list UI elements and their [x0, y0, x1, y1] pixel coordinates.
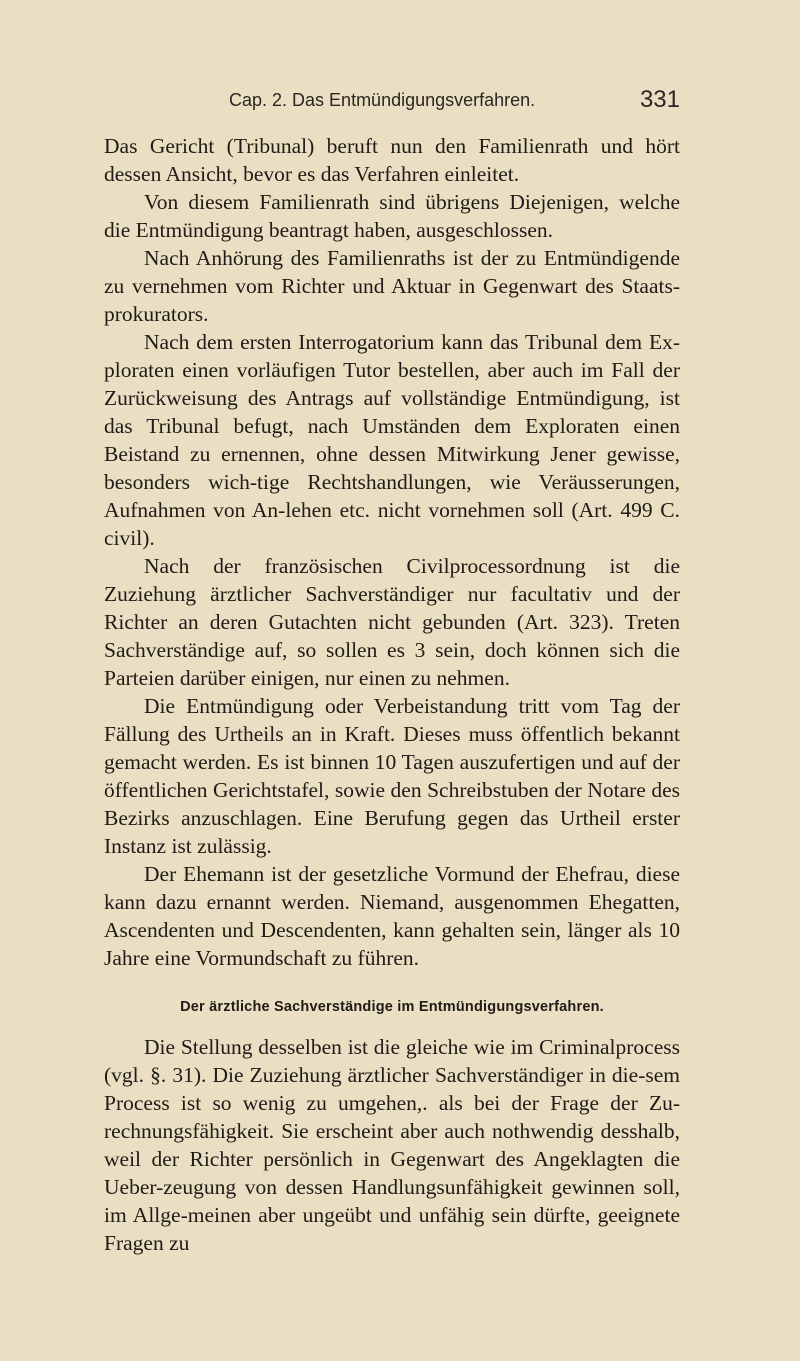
paragraph: Nach dem ersten Interrogatorium kann das Tribunal dem Ex-ploraten einen vorläufigen Tutor bestellen, aber auch im Fall der Zurückweisung des Antrags auf vollständige Entmündigung, ist das Tribunal befugt, nach Umständen dem Exploraten einen Beistand zu ernennen, ohne dessen Mitwirkung Jener gewisse, besonders wich-tige Rechtshandlungen, wie Veräusserungen, Aufnahmen von An-lehen etc. nicht vornehmen soll (Art. 499 C. civil). — [104, 330, 680, 550]
paragraph: Nach der französischen Civilprocessordnung ist die Zuziehung ärztlicher Sachverständiger nur facultativ und der Richter an deren Gutachten nicht gebunden (Art. 323). Treten Sachverständige auf, so sollen es 3 sein, doch können sich die Parteien darüber einigen, nur einen zu nehmen. — [104, 554, 680, 690]
page-number: 331 — [639, 86, 680, 113]
section-heading: Der ärztliche Sachverständige im Entmündigungsverfahren. — [180, 999, 604, 1015]
paragraph: Das Gericht (Tribunal) beruft nun den Familienrath und hört dessen Ansicht, bevor es das Verfahren einleitet. — [104, 134, 680, 186]
paragraph: Die Entmündigung oder Verbeistandung tritt vom Tag der Fällung des Urtheils an in Kraft. Dieses muss öffentlich bekannt gemacht werden. Es ist binnen 10 Tagen auszufertigen und auf der öffentlichen Gerichtstafel, sowie den Schreibstuben der Notare des Bezirks anzuschlagen. Eine Berufung gegen das Urtheil erster Instanz ist zulässig. — [104, 694, 680, 858]
paragraph: Nach Anhörung des Familienraths ist der zu Entmündigende zu vernehmen vom Richter und Aktuar in Gegenwart des Staats-prokurators. — [104, 246, 680, 326]
running-header — [104, 86, 680, 116]
running-header-title: Cap. 2. Das Entmündigungsverfahren. — [229, 90, 536, 110]
paragraph: Die Stellung desselben ist die gleiche wie im Criminalprocess (vgl. §. 31). Die Zuziehung ärztlicher Sachverständiger in die-sem Process ist so wenig zu umgehen,. als bei der Frage der Zu-rechnungsfähigkeit. Sie erscheint aber auch nothwendig desshalb, weil der Richter persönlich in Gegenwart des Angeklagten die Ueber-zeugung von dessen Handlungsunfähigkeit gewinnen soll, im Allge-meinen aber ungeübt und unfähig sein dürfte, geeignete Fragen zu — [104, 1035, 680, 1255]
body-text — [104, 132, 680, 1257]
paragraph: Von diesem Familienrath sind übrigens Diejenigen, welche die Entmündigung beantragt haben, ausgeschlossen. — [104, 190, 680, 242]
paragraph: Der Ehemann ist der gesetzliche Vormund der Ehefrau, diese kann dazu ernannt werden. Niemand, ausgenommen Ehegatten, Ascendenten und Descendenten, kann gehalten sein, länger als 10 Jahre eine Vormundschaft zu führen. — [104, 862, 680, 970]
